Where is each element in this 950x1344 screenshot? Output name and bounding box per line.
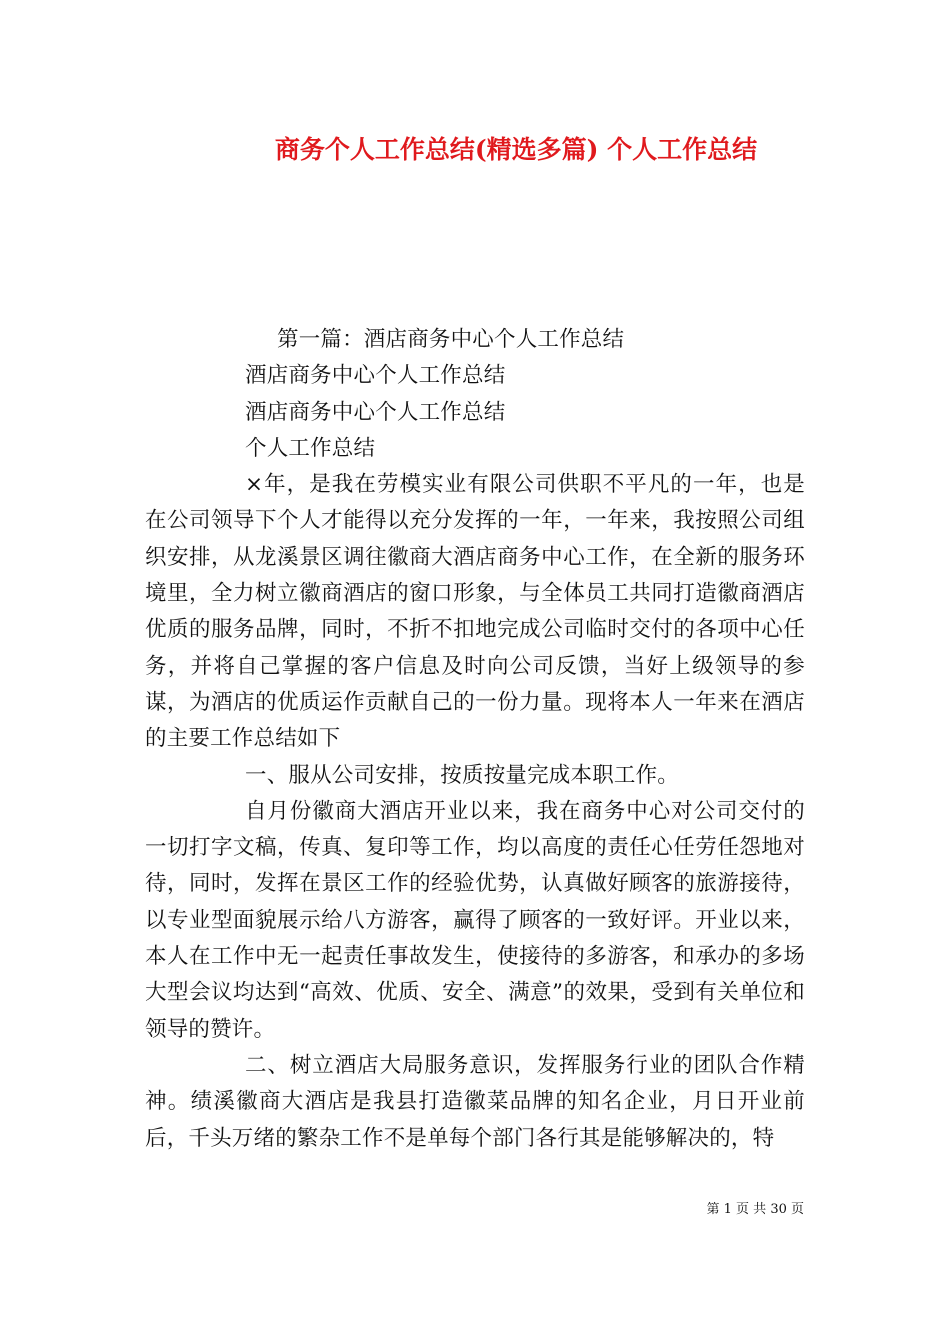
- paragraph-section-1: 自月份徽商大酒店开业以来，我在商务中心对公司交付的一切打字文稿，传真、复印等工作，均以高度的责任心任劳任怨地对待，同时，发挥在景区工作的经验优势，认真做好顾客的旅游接待，以专业型面貌展示给八方游客，赢得了顾客的一致好评。开业以来，本人在工作中无一起责任事故发生，使接待的多游客，和承办的多场大型会议均达到“高效、优质、安全、满意”的效果，受到有关单位和领导的赞许。: [145, 798, 805, 1042]
- sub-heading-3: 个人工作总结: [245, 435, 376, 461]
- paragraph-intro: ×年，是我在劳模实业有限公司供职不平凡的一年，也是在公司领导下个人才能得以充分发挥的一年，一年来，我按照公司组织安排，从龙溪景区调往徽商大酒店商务中心工作，在全新的服务环境里，全力树立徽商酒店的窗口形象，与全体员工共同打造徽商酒店优质的服务品牌，同时，不折不扣地完成公司临时交付的各项中心任务，并将自己掌握的客户信息及时向公司反馈，当好上级领导的参谋，为酒店的优质运作贡献自己的一份力量。现将本人一年来在酒店的主要工作总结如下: [145, 472, 805, 752]
- sub-heading-1: 酒店商务中心个人工作总结: [245, 363, 506, 389]
- document-title: 商务个人工作总结(精选多篇) 个人工作总结: [274, 135, 758, 164]
- part-heading: 第一篇：酒店商务中心个人工作总结: [277, 327, 625, 352]
- section-heading-1: 一、服从公司安排，按质按量完成本职工作。: [245, 762, 680, 788]
- document-body: [145, 322, 805, 1157]
- paragraph-section-2: 二、树立酒店大局服务意识，发挥服务行业的团队合作精神。绩溪徽商大酒店是我县打造徽菜品牌的知名企业，月日开业前后，千头万绪的繁杂工作不是单每个部门各行其是能够解决的，特: [145, 1052, 805, 1151]
- sub-heading-2: 酒店商务中心个人工作总结: [245, 399, 506, 425]
- page-number: 第 1 页 共 30 页: [706, 1202, 804, 1217]
